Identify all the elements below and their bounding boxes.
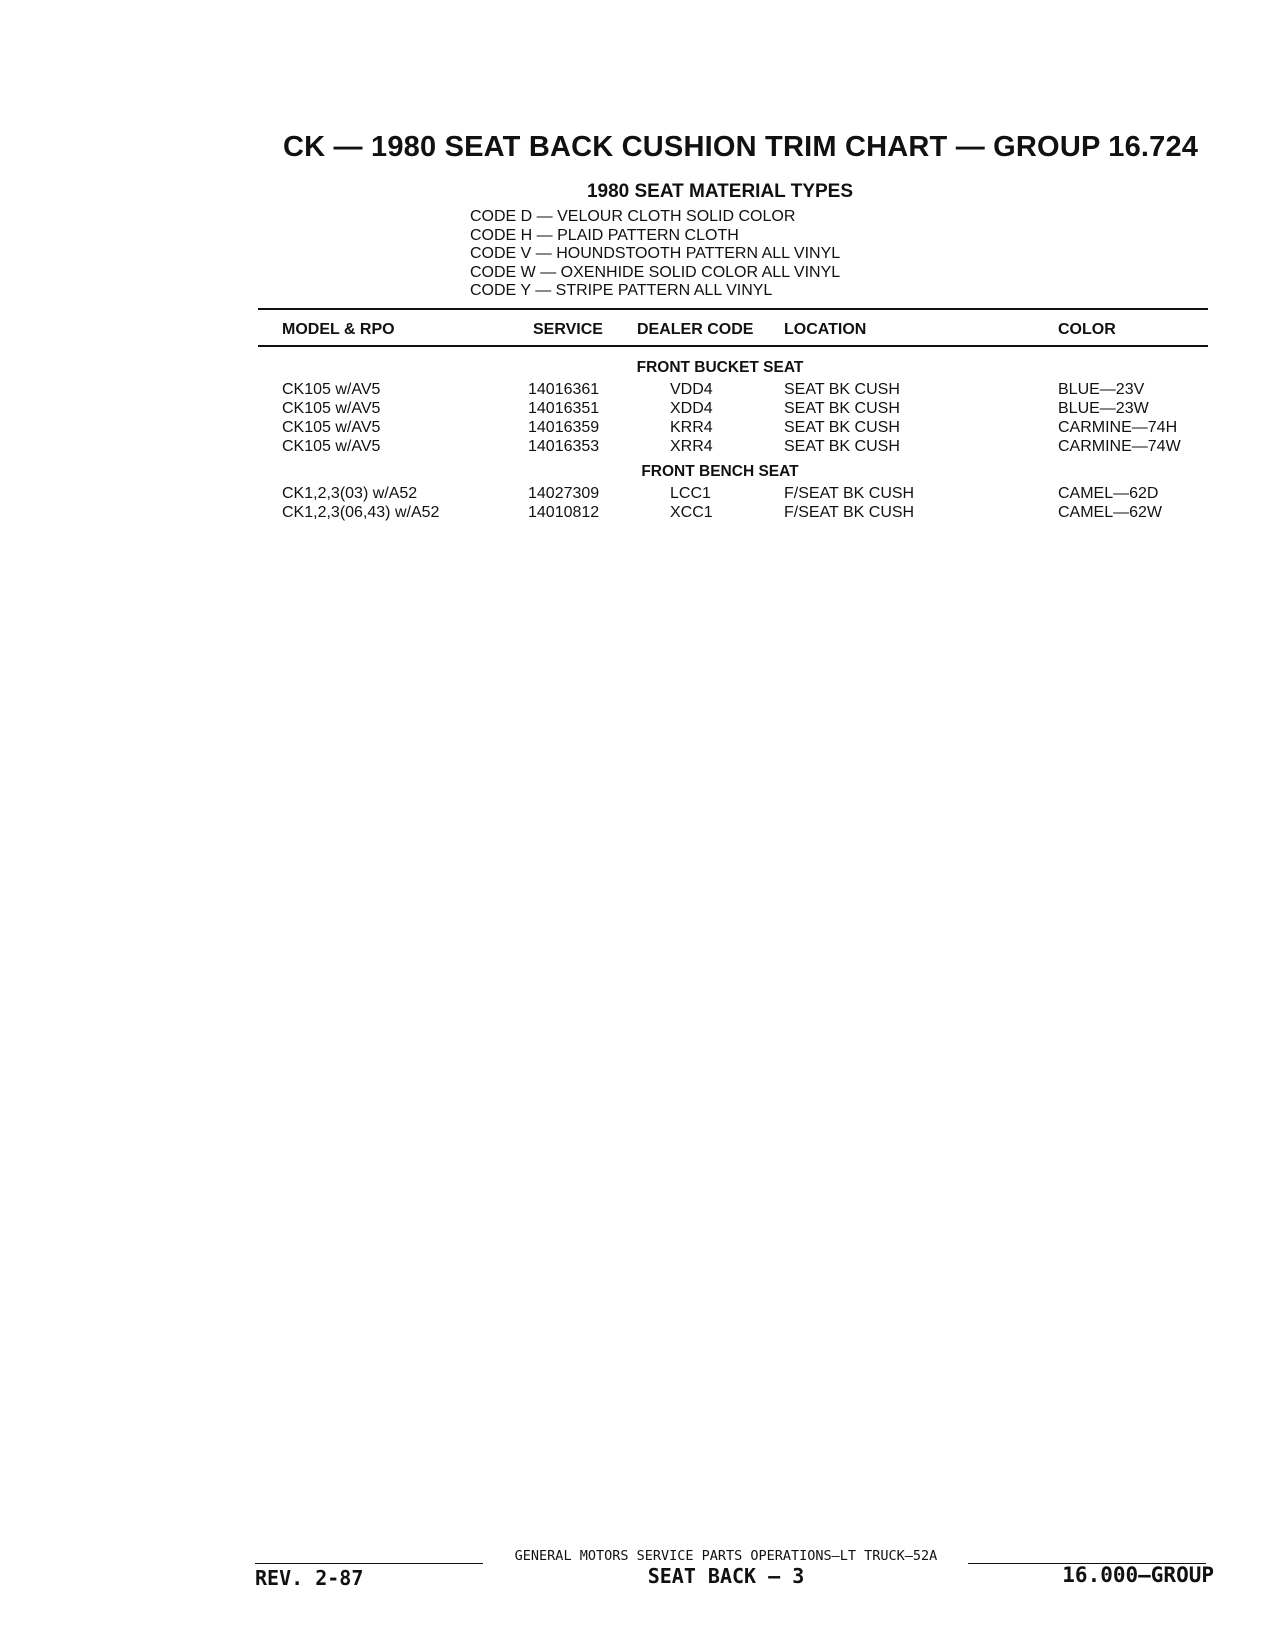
cell-color: CAMEL—62D: [1058, 485, 1159, 502]
section-title: FRONT BUCKET SEAT: [636, 359, 804, 376]
cell-color: BLUE—23V: [1058, 381, 1145, 398]
cell-location: F/SEAT BK CUSH: [784, 504, 915, 521]
footer-publisher-line: GENERAL MOTORS SERVICE PARTS OPERATIONS—LT TRUCK—52A: [514, 1548, 938, 1564]
material-code-item: CODE H — PLAID PATTERN CLOTH: [470, 226, 739, 244]
cell-service: 14016351: [528, 400, 600, 417]
material-code-item: CODE D — VELOUR CLOTH SOLID COLOR: [470, 208, 796, 225]
cell-model: CK105 w/AV5: [282, 438, 381, 455]
cell-model: CK105 w/AV5: [282, 381, 381, 398]
cell-location: F/SEAT BK CUSH: [784, 485, 915, 502]
cell-color: CARMINE—74H: [1058, 419, 1178, 436]
cell-model: CK1,2,3(03) w/A52: [282, 485, 418, 502]
footer-page-label: SEAT BACK — 3: [647, 1564, 805, 1588]
cell-dealer-code: VDD4: [670, 381, 713, 398]
cell-color: BLUE—23W: [1058, 400, 1149, 417]
material-codes-list: [470, 208, 840, 301]
section-title: FRONT BENCH SEAT: [641, 463, 799, 480]
header-service: SERVICE: [533, 321, 603, 338]
table-header-rule: [258, 345, 1208, 347]
material-code-item: CODE W — OXENHIDE SOLID COLOR ALL VINYL: [470, 263, 841, 281]
cell-model: CK105 w/AV5: [282, 400, 381, 417]
material-code-item: CODE V — HOUNDSTOOTH PATTERN ALL VINYL: [470, 245, 841, 262]
cell-dealer-code: XCC1: [670, 504, 713, 521]
cell-dealer-code: KRR4: [670, 419, 713, 436]
cell-location: SEAT BK CUSH: [784, 400, 900, 417]
cell-service: 14016353: [528, 438, 600, 455]
cell-location: SEAT BK CUSH: [784, 438, 900, 455]
table-top-rule: [258, 308, 1208, 310]
footer-rule-left: [255, 1563, 483, 1564]
footer-group-number: 16.000–GROUP: [1062, 1563, 1214, 1587]
cell-service: 14016361: [528, 381, 600, 398]
page-title: CK — 1980 SEAT BACK CUSHION TRIM CHART — GROUP 16.724: [283, 131, 1199, 163]
cell-service: 14016359: [528, 419, 600, 436]
cell-model: CK1,2,3(06,43) w/A52: [282, 504, 440, 521]
cell-service: 14027309: [528, 485, 600, 502]
cell-location: SEAT BK CUSH: [784, 419, 900, 436]
header-model: MODEL & RPO: [282, 321, 395, 338]
cell-service: 14010812: [528, 504, 600, 521]
cell-color: CARMINE—74W: [1058, 438, 1181, 455]
material-types-heading: 1980 SEAT MATERIAL TYPES: [586, 181, 854, 202]
cell-dealer-code: XDD4: [670, 400, 713, 417]
header-location: LOCATION: [784, 321, 867, 338]
cell-location: SEAT BK CUSH: [784, 381, 900, 398]
cell-color: CAMEL—62W: [1058, 504, 1163, 521]
footer-revision: REV. 2-87: [255, 1566, 364, 1590]
material-code-item: CODE Y — STRIPE PATTERN ALL VINYL: [470, 282, 773, 299]
cell-model: CK105 w/AV5: [282, 419, 381, 436]
header-dealer-code: DEALER CODE: [637, 321, 754, 338]
cell-dealer-code: XRR4: [670, 438, 713, 455]
header-color: COLOR: [1058, 321, 1116, 338]
cell-dealer-code: LCC1: [670, 485, 711, 502]
